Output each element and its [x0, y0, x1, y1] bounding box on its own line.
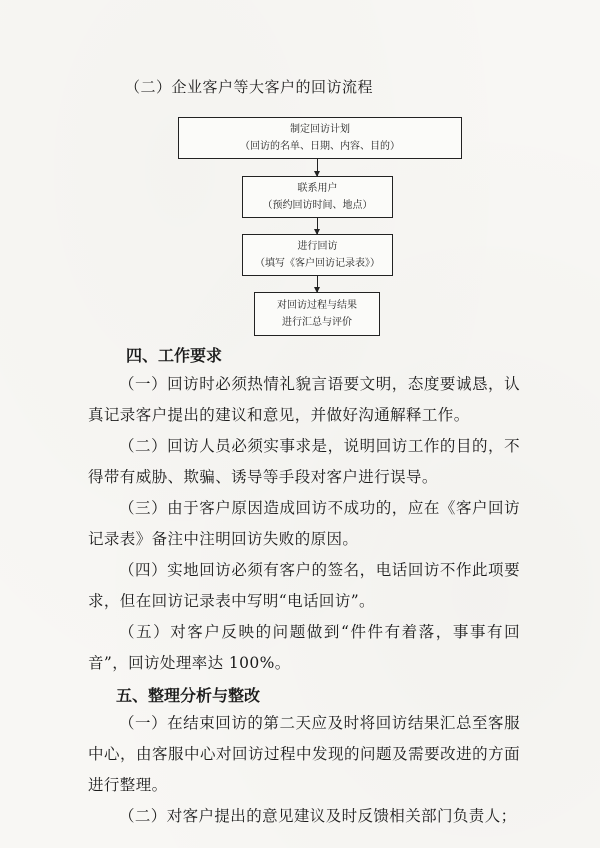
section-title: （二）企业客户等大客户的回访流程 [125, 78, 374, 96]
flow-arrow-down-icon [317, 159, 318, 176]
flow-step-title: 进行回访 [297, 241, 338, 252]
flow-step-summary [254, 292, 380, 336]
paragraph: （二）回访人员必须实事求是，说明回访工作的目的，不得带有威胁、欺骗、诱导等手段对客户进行误导。 [88, 437, 520, 486]
section-heading-work-requirements: 四、工作要求 [126, 346, 223, 365]
flow-step-contact [242, 176, 393, 218]
section-heading-analysis-rectification: 五、整理分析与整改 [116, 686, 261, 705]
flow-arrow-down-icon [317, 276, 318, 292]
paragraph: （三）由于客户原因造成回访不成功的，应在《客户回访记录表》备注中注明回访失败的原因。 [88, 499, 520, 548]
flow-step-title: 对回访过程与结果 [277, 300, 357, 311]
flow-step-title: 制定回访计划 [290, 124, 350, 135]
flow-step-detail: （回访的名单、日期、内容、目的） [240, 141, 400, 152]
paragraph: （一）回访时必须热情礼貌言语要文明，态度要诚恳，认真记录客户提出的建议和意见，并做好沟通解释工作。 [88, 375, 520, 424]
paragraph: （二）对客户提出的意见建议及时反馈相关部门负责人； [119, 807, 517, 825]
flow-arrow-down-icon [317, 218, 318, 234]
flow-step-title: 联系用户 [297, 183, 338, 194]
flow-step-detail: （填写《客户回访记录表》） [255, 258, 380, 269]
paragraph: （五）对客户反映的问题做到“件件有着落，事事有回音”，回访处理率达 100%。 [88, 623, 520, 672]
flow-step-detail: （预约回访时间、地点） [262, 200, 373, 211]
flow-step-visit [242, 234, 393, 276]
flow-step-detail: 进行汇总与评价 [282, 317, 352, 328]
paragraph: （一）在结束回访的第二天应及时将回访结果汇总至客服中心，由客服中心对回访过程中发现的问题及需要改进的方面进行整理。 [88, 714, 520, 794]
flow-step-plan [178, 117, 462, 159]
paragraph: （四）实地回访必须有客户的签名，电话回访不作此项要求，但在回访记录表中写明“电话回访”。 [88, 561, 520, 610]
